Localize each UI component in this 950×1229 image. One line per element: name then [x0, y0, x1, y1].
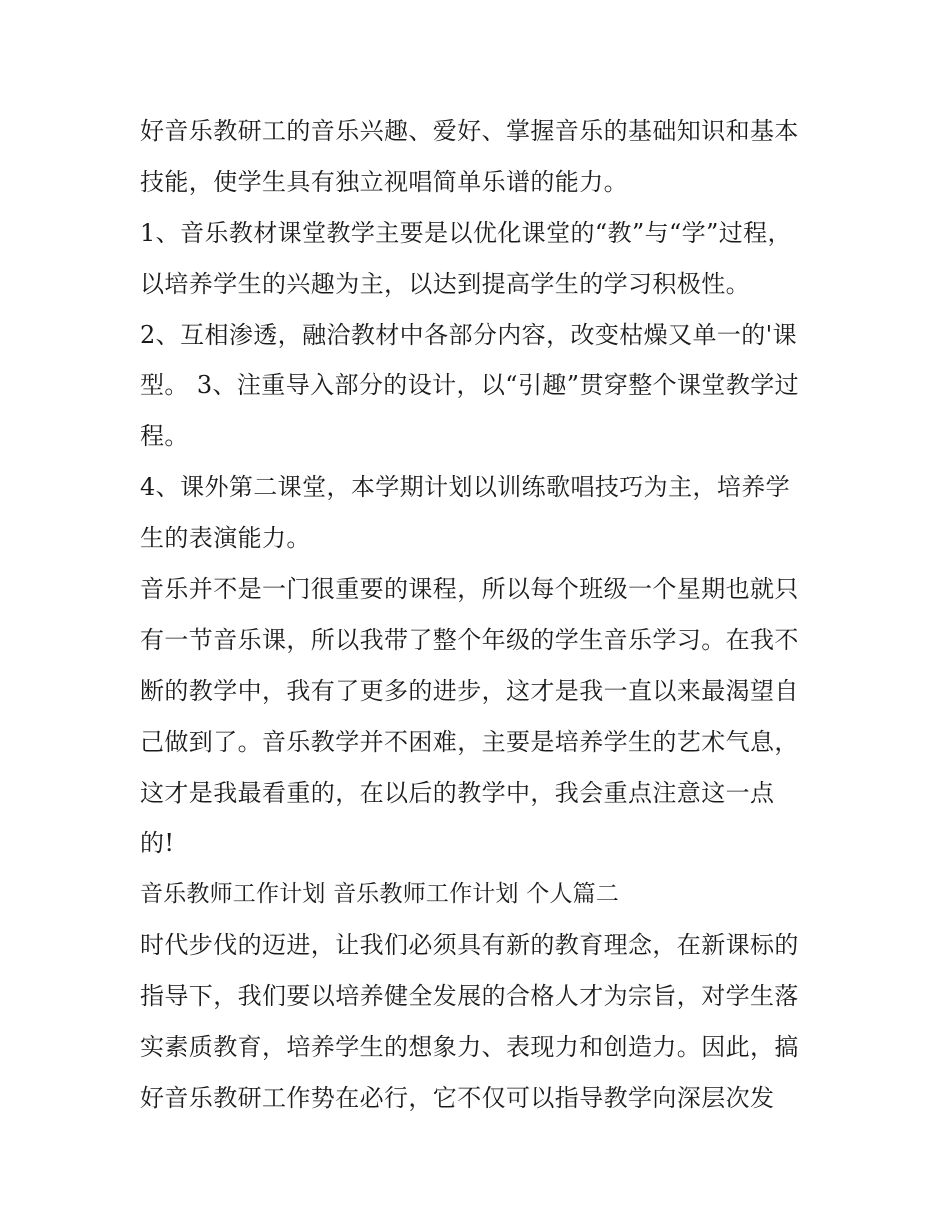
section-heading: 音乐教师工作计划 音乐教师工作计划 个人篇二 [140, 881, 620, 908]
text-line: 己做到了。音乐教学并不困难，主要是培养学生的艺术气息， [140, 727, 799, 756]
text-line: 程。 [140, 422, 189, 451]
text-line: 型。 3、注重导入部分的设计，以“引趣”贯穿整个课堂教学过 [140, 371, 800, 400]
text-line: 以培养学生的兴趣为主，以达到提高学生的学习积极性。 [140, 269, 750, 298]
text-line: 生的表演能力。 [140, 524, 311, 553]
text-line: 实素质教育，培养学生的想象力、表现力和创造力。因此，搞 [140, 1033, 799, 1062]
text-line: 断的教学中，我有了更多的进步，这才是我一直以来最渴望自 [140, 676, 799, 705]
text-line: 技能，使学生具有独立视唱简单乐谱的能力。 [140, 167, 628, 196]
text-line: 2、互相渗透，融洽教材中各部分内容，改变枯燥又单一的'课 [140, 320, 798, 349]
text-line: 这才是我最看重的，在以后的教学中，我会重点注意这一点 [140, 778, 775, 807]
text-line: 指导下，我们要以培养健全发展的合格人才为宗旨，对学生落 [140, 982, 799, 1011]
text-line: 有一节音乐课，所以我带了整个年级的学生音乐学习。在我不 [140, 625, 799, 654]
text-line: 好音乐教研工的音乐兴趣、爱好、掌握音乐的基础知识和基本 [140, 117, 799, 145]
text-line: 音乐并不是一门很重要的课程，所以每个班级一个星期也就只 [140, 575, 799, 604]
document-body [140, 106, 830, 1124]
text-line: 的! [140, 829, 175, 858]
text-line: 好音乐教研工作势在必行，它不仅可以指导教学向深层次发 [140, 1083, 775, 1112]
text-line: 时代步伐的迈进，让我们必须具有新的教育理念，在新课标的 [140, 931, 799, 960]
text-line: 4、课外第二课堂，本学期计划以训练歌唱技巧为主，培养学 [140, 473, 791, 502]
text-line: 1、音乐教材课堂教学主要是以优化课堂的“教”与“学”过程， [140, 218, 792, 247]
